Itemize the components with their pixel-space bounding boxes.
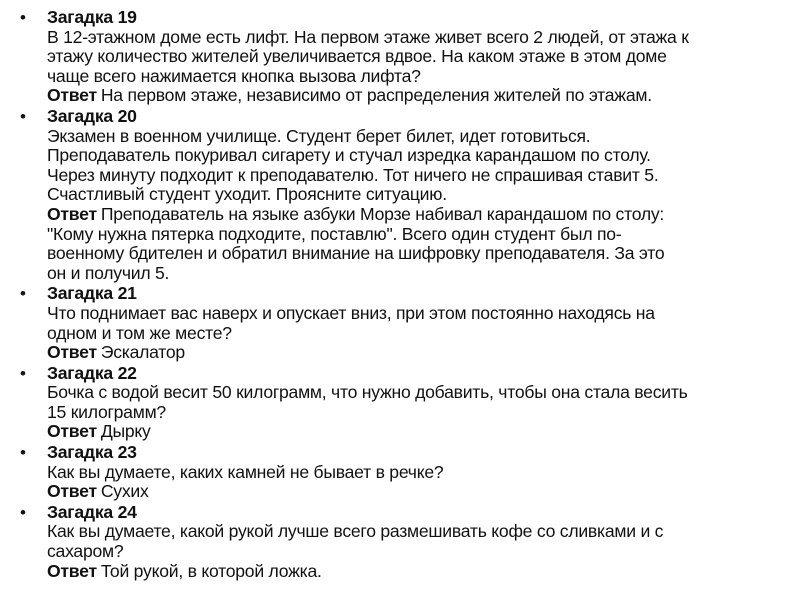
answer-line	[47, 343, 792, 363]
riddle-21	[0, 284, 800, 362]
question-line: Как вы думаете, каких камней не бывает в речке?	[47, 461, 444, 482]
question-line: Счастливый студент уходит. Проясните ситуацию.	[47, 184, 447, 205]
riddle-title: Загадка 21	[47, 283, 137, 304]
answer-label: Ответ	[47, 421, 97, 442]
answer-text: Дырку	[100, 421, 151, 442]
answer-text: На первом этаже, независимо от распределения жителей по этажам.	[100, 85, 652, 106]
answer-text: "Кому нужна пятерка подходите, поставлю". Всего один студент был по-	[47, 223, 622, 244]
answer-label: Ответ	[47, 481, 97, 502]
bullet-icon: •	[20, 502, 26, 522]
answer-line	[47, 86, 792, 106]
riddle-title: Загадка 23	[47, 442, 137, 463]
answer-line	[47, 205, 792, 225]
answer-text: Той рукой, в которой ложка.	[100, 560, 322, 581]
question-line: чаще всего нажимается кнопка вызова лифта?	[47, 65, 421, 86]
riddle-22	[0, 364, 800, 442]
bullet-icon: •	[20, 443, 26, 463]
bullet-icon: •	[20, 106, 26, 126]
answer-text: Эскалатор	[100, 342, 185, 363]
question-line: этажу количество жителей увеличивается вдвое. На каком этаже в этом доме	[47, 46, 667, 67]
answer-label: Ответ	[47, 560, 97, 581]
riddle-19	[0, 8, 800, 106]
answer-text: Преподаватель на языке азбуки Морзе набивал карандашом по столу:	[100, 203, 665, 224]
answer-line	[47, 422, 792, 442]
bullet-icon: •	[20, 363, 26, 383]
question-line: Экзамен в военном училище. Студент берет билет, идет готовиться.	[47, 125, 591, 146]
riddle-title: Загадка 22	[47, 362, 137, 383]
answer-text: он и получил 5.	[47, 262, 170, 283]
riddle-title: Загадка 24	[47, 501, 137, 522]
question-line: Преподаватель покуривал сигарету и стучал изредка карандашом по столу.	[47, 145, 651, 166]
riddle-title: Загадка 19	[47, 7, 137, 27]
question-line: Бочка с водой весит 50 килограмм, что нужно добавить, чтобы она стала весить	[47, 382, 688, 403]
question-line: 15 килограмм?	[47, 401, 166, 422]
question-line: В 12-этажном доме есть лифт. На первом этаже живет всего 2 людей, от этажа к	[47, 26, 689, 47]
answer-line	[47, 562, 792, 582]
answer-label: Ответ	[47, 203, 97, 224]
riddle-title: Загадка 20	[47, 105, 137, 126]
answer-text: Сухих	[100, 481, 149, 502]
question-line: Как вы думаете, какой рукой лучше всего размешивать кофе со сливками и с	[47, 521, 664, 542]
question-line: сахаром?	[47, 541, 124, 562]
answer-label: Ответ	[47, 85, 97, 106]
question-line: Через минуту подходит к преподавателю. Тот ничего не спрашивая ставит 5.	[47, 164, 659, 185]
riddle-24	[0, 503, 800, 581]
answer-line	[47, 482, 792, 502]
riddle-list	[0, 8, 800, 582]
answer-label: Ответ	[47, 342, 97, 363]
question-line: Что поднимает вас наверх и опускает вниз, при этом постоянно находясь на	[47, 302, 655, 323]
question-line: одном и том же месте?	[47, 322, 232, 343]
riddle-20	[0, 107, 800, 283]
bullet-icon: •	[20, 284, 26, 304]
bullet-icon: •	[20, 8, 26, 27]
riddle-23	[0, 443, 800, 502]
answer-text: военному бдителен и обратил внимание на шифровку преподавателя. За это	[47, 243, 665, 264]
